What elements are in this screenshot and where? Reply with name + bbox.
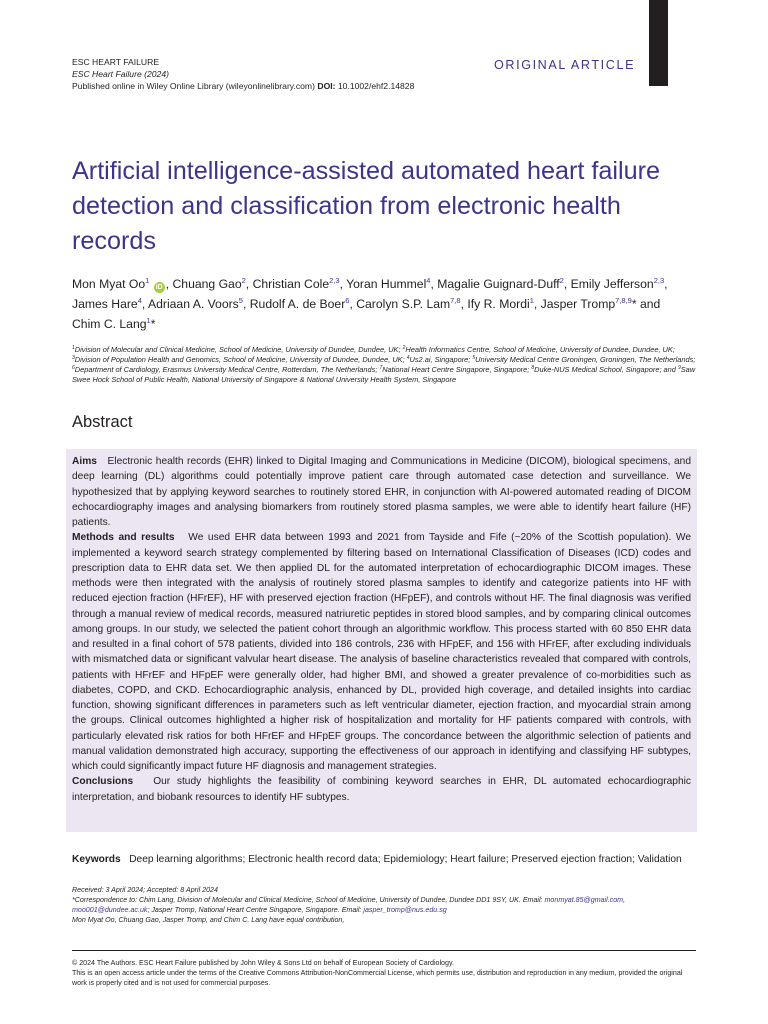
author-name: James Hare [72, 297, 138, 311]
author-affiliation-ref: 4 [426, 276, 431, 285]
license-block [72, 958, 698, 988]
received-dates: Received: 3 April 2024; Accepted: 8 April 2024 [72, 886, 218, 894]
affiliation-number: 8 [531, 365, 535, 371]
affiliation-number: 4 [406, 355, 410, 361]
author-affiliation-ref: 2 [559, 276, 564, 285]
article-notes [72, 885, 698, 925]
correspondence-text-2: ; Jasper Tromp, National Heart Centre Singapore, Singapore. Email: [147, 906, 362, 914]
journal-citation: ESC Heart Failure (2024) [72, 69, 169, 79]
author-affiliation-ref: 1 [529, 296, 534, 305]
license-text: This is an open access article under the terms of the Creative Commons Attribution-NonCommercial License, which permits use, distribution and reproduction in any medium, provided the original work is properly cited and is not used for commercial purposes. [72, 969, 683, 987]
author-affiliation-ref: 1 [146, 316, 151, 325]
abstract-heading: Abstract [72, 413, 133, 431]
journal-name: ESC HEART FAILURE [72, 57, 160, 67]
corresponding-mark: * [631, 297, 637, 311]
affiliation-text: Division of Population Health and Genomics, School of Medicine, University of Dundee, Dundee, UK; [74, 355, 405, 364]
author-name: Christian Cole [252, 277, 330, 291]
author-affiliation-ref: 7,8 [450, 296, 461, 305]
aims-text: Electronic health records (EHR) linked to Digital Imaging and Communications in Medicine (DICOM), biological specimens, and deep learning (DL) algorithms could potentially improve patient care through automated case detection and surveillance. We hypothesized that by applying keyword searches to routinely stored EHR, in conjunction with AI-powered automated reading of DICOM echocardiography images and analysing biomarkers from routinely stored plasma samples, we were able to identify heart failure (HF) patients. [72, 456, 691, 528]
affiliation-text: Saw Swee Hock School of Public Health, National University of Singapore & National University Health System, Singapore [72, 365, 696, 384]
author-affiliation-ref: 1 [145, 276, 150, 285]
keywords-text: Deep learning algorithms; Electronic health record data; Epidemiology; Heart failure; Preserved ejection fraction; Validation [129, 854, 682, 865]
affiliation-text: University Medical Centre Groningen, Groningen, The Netherlands; [475, 355, 696, 364]
email-link-1[interactable]: monmyat.85@gmail.com [544, 896, 624, 904]
author-affiliation-ref: 7,8,9 [615, 296, 632, 305]
conclusions-text: Our study highlights the feasibility of combining keyword searches in EHR, DL automated echocardiographic interpretation, and biobank resources to identify HF subtypes. [72, 776, 691, 803]
abstract-methods [72, 530, 691, 774]
author-name: Yoran Hummel [346, 277, 427, 291]
article-type: ORIGINAL ARTICLE [494, 58, 636, 72]
author-affiliation-ref: 2,3 [329, 276, 340, 285]
author-affiliation-ref: 4 [137, 296, 142, 305]
keywords-label: Keywords [72, 854, 121, 865]
affiliation-text: Department of Cardiology, Erasmus University Medical Centre, Rotterdam, The Netherlands; [74, 365, 378, 374]
footer-divider [72, 950, 696, 951]
abstract-box [66, 449, 697, 832]
affiliation-number: 9 [677, 365, 681, 371]
abstract-aims [72, 454, 691, 530]
equal-contribution: Mon Myat Oo, Chuang Gao, Jasper Tromp, and Chim C. Lang have equal contribution, [72, 916, 345, 924]
publication-line [72, 80, 414, 92]
affiliation-text: Health Informatics Centre, School of Medicine, University of Dundee, Dundee, UK; [405, 345, 675, 354]
affiliation-number: 2 [402, 345, 406, 351]
author-list: Mon Myat Oo$^1$ iD , Chuang Gao$^2$, Christian Cole$^{2,3}$, Yoran Hummel$^4$, Magalie Guignard-Duff$^2$, Emily Jefferson$^{2,3}$, James Hare$^4$, Adriaan A. Voors$^5$, Rudolf A. de Boer$^6$, Carolyn S.P. Lam$^{7,8}$, Ify R. Mordi$^1$, Jasper Tromp$^{7,8,9}$* and Chim C. Lang$^1$* [72, 276, 668, 331]
affiliation-number: 7 [379, 365, 383, 371]
affiliations [72, 345, 696, 385]
corner-tab [649, 0, 668, 86]
methods-label: Methods and results [72, 532, 175, 544]
author-affiliation-ref: 2 [241, 276, 246, 285]
author-name: Adriaan A. Voors [147, 297, 239, 311]
author-affiliation-ref: 5 [238, 296, 243, 305]
author-name: Mon Myat Oo [72, 277, 146, 291]
journal-header [72, 56, 414, 92]
author-affiliation-ref: 6 [345, 296, 350, 305]
affiliation-text: Us2.ai, Singapore; [409, 355, 471, 364]
keywords [72, 852, 698, 867]
copyright-line: © 2024 The Authors. ESC Heart Failure published by John Wiley & Sons Ltd on behalf of European Society of Cardiology. [72, 959, 454, 967]
article-title: Artificial intelligence-assisted automated heart failure detection and classification from electronic health records [72, 157, 661, 255]
author-name: Ify R. Mordi [467, 297, 530, 311]
affiliation-text: National Heart Centre Singapore, Singapore; [382, 365, 530, 374]
affiliation-number: 1 [72, 345, 75, 351]
orcid-icon[interactable]: iD [155, 284, 163, 291]
author-name: Chim C. Lang [72, 317, 147, 331]
author-affiliation-ref: 2,3 [653, 276, 665, 285]
affiliation-text: Division of Molecular and Clinical Medicine, School of Medicine, University of Dundee, Dundee, UK; [74, 345, 401, 354]
author-name: Chuang Gao [172, 277, 242, 291]
affiliation-number: 5 [472, 355, 476, 361]
author-name: Jasper Tromp [540, 297, 616, 311]
affiliation-number: 6 [72, 365, 75, 371]
published-text: Published online in Wiley Online Library (wileyonlinelibrary.com) [72, 81, 315, 91]
methods-text: We used EHR data between 1993 and 2021 from Tayside and Fife (~20% of the Scottish population). We implemented a keyword search strategy complemented by filtering based on International Classification of Diseases (ICD) codes and prescription data to EHR data set. We then applied DL for the automated interpretation of echocardiographic DICOM images. These methods were then integrated with the analysis of routinely stored plasma samples to identify and categorize patients into HF with reduced ejection fraction (HFrEF), HF with preserved ejection fraction (HFpEF), and controls without HF. The final diagnosis was verified through a manual review of medical records, measured natriuretic peptides in stored blood samples, and by comparing clinical outcomes among groups. In our study, we selected the patient cohort through an algorithmic workflow. This process started with 60 850 EHR data and resulted in a final cohort of 578 patients, divided into 186 controls, 236 with HFpEF, and 156 with HFrEF, after excluding individuals with mismatched data or significant valvular heart disease. The analysis of baseline characteristics revealed that compared with controls, patients with HFrEF and HFpEF were generally older, had higher BMI, and showed a greater prevalence of co-morbidities such as diabetes, COPD, and CKD. Echocardiographic analysis, enhanced by DL, provided high coverage, and detailed insights into cardiac function, showing significant differences in parameters such as left ventricular diameter, ejection fraction, and myocardial strain among the groups. Clinical outcomes highlighted a higher risk of hospitalization and mortality for HF patients compared with controls, with particularly elevated risk ratios for both HFrEF and HFpEF groups. The concordance between the algorithmic selection of patients and manual validation demonstrated high accuracy, supporting the effectiveness of our approach in identifying and classifying HF subtypes, which could significantly impact future HF diagnosis and management strategies. [72, 532, 691, 772]
author-name: Emily Jefferson [570, 277, 654, 291]
email-link-2[interactable]: moo001@dundee.ac.uk [72, 906, 148, 914]
author-name: Rudolf A. de Boer [249, 297, 346, 311]
doi-label: DOI: [317, 81, 336, 91]
affiliation-number: 3 [72, 355, 75, 361]
author-name: Magalie Guignard-Duff [437, 277, 560, 291]
email-link-3[interactable]: jasper_tromp@nus.edu.sg [363, 906, 447, 914]
affiliation-text: Duke-NUS Medical School, Singapore; and [534, 365, 676, 374]
doi-link[interactable]: 10.1002/ehf2.14828 [337, 81, 415, 91]
correspondence-text: *Correspondence to: Chim Lang, Division of Molecular and Clinical Medicine, School of Medicine, University of Dundee, Dundee DD1 9SY, UK. Email: [72, 896, 543, 904]
author-name: Carolyn S.P. Lam [356, 297, 451, 311]
correspondence: *Correspondence to: Chim Lang, Division of Molecular and Clinical Medicine, School of Medicine, University of Dundee, Dundee DD1 9SY, UK. Email: monmyat.85@gmail.com, moo001@dundee.ac.uk; Jasper Tromp, National Heart Centre Singapore, Singapore. Email: jasper_tromp@nus.edu.sg [72, 896, 626, 914]
corresponding-mark: * [150, 317, 156, 331]
abstract-conclusions [72, 774, 691, 805]
conclusions-label: Conclusions [72, 776, 134, 788]
aims-label: Aims [72, 456, 97, 467]
